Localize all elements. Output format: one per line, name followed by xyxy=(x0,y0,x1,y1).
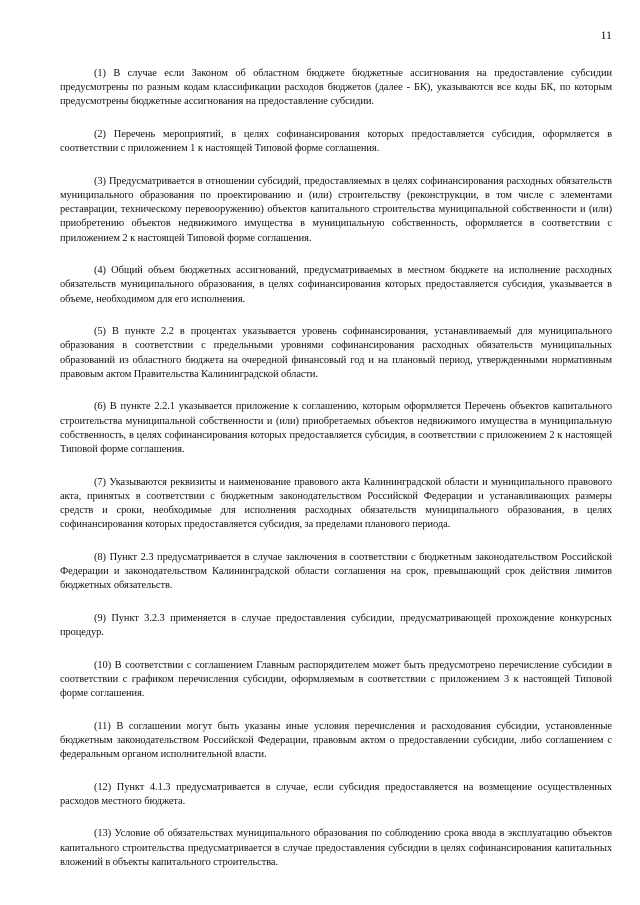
footnote-paragraph-2: (2) Перечень мероприятий, в целях софинансирования которых предоставляется субсидия, оформляется в соответствии с приложением 1 к настоящей Типовой форме соглашения. xyxy=(60,129,612,155)
footnote-paragraph-8: (8) Пункт 2.3 предусматривается в случае заключения в соответствии с бюджетным законодательством Российской Федерации и законодательством Калининградской области соглашения на срок, превышающий срок действия лимитов бюджетных обязательств. xyxy=(60,551,612,592)
footnote-paragraph-11: (11) В соглашении могут быть указаны иные условия перечисления и расходования субсидии, установленные бюджетным законодательством Российской Федерации, правовым актом о предоставлении субсидии, либо соглашением с федеральным органом исполнительной власти. xyxy=(60,720,612,761)
footnote-paragraph-6: (6) В пункте 2.2.1 указывается приложение к соглашению, которым оформляется Перечень объектов капитального строительства муниципальной собственности и (или) приобретаемых объектов недвижимого имущества в муниципальную собственность, в целях софинансирования которых предоставляется субсидия, в соответствии с приложением 2 к настоящей Типовой форме соглашения. xyxy=(60,401,612,456)
document-body xyxy=(60,67,612,888)
footnote-paragraph-10: (10) В соответствии с соглашением Главным распорядителем может быть предусмотрено перечисление субсидии в соответствии с графиком перечисления субсидии, оформляемым в соответствии с приложением 3 к настоящей Типовой форме соглашения. xyxy=(60,659,612,700)
footnote-paragraph-5: (5) В пункте 2.2 в процентах указывается уровень софинансирования, устанавливаемый для муниципального образования в соответствии с предельными уровнями софинансирования расходных обязательств муниципальных образований из областного бюджета на очередной финансовый год и на плановый период, утвержденными нормативным правовым актом Правительства Калининградской области. xyxy=(60,326,612,380)
footnote-paragraph-12: (12) Пункт 4.1.3 предусматривается в случае, если субсидия предоставляется на возмещение осуществленных расходов местного бюджета. xyxy=(60,781,612,807)
footnote-paragraph-9: (9) Пункт 3.2.3 применяется в случае предоставления субсидии, предусматривающей прохождение конкурсных процедур. xyxy=(60,612,612,639)
footnote-paragraph-3: (3) Предусматривается в отношении субсидий, предоставляемых в целях софинансирования расходных обязательств муниципального образования по проектированию и (или) строительству (реконструкции, в том числе с элементами реставрации, техническому перевооружению) объектов капитального строительства муниципальной собственности и (или) приобретению объектов недвижимого имущества в муниципальную собственность, оформляется в соответствии с приложением 2 к настоящей Типовой форме соглашения. xyxy=(60,175,612,244)
footnote-paragraph-4: (4) Общий объем бюджетных ассигнований, предусматриваемых в местном бюджете на исполнение расходных обязательств муниципального образования, в целях софинансирования которых предоставляется субсидия, указывается в объеме, необходимом для его исполнения. xyxy=(60,265,612,305)
footnote-paragraph-1: (1) В случае если Законом об областном бюджете бюджетные ассигнования на предоставление субсидии предусмотрены по разным кодам классификации расходов бюджетов (далее - БК), указываются все коды БК, по которым предусмотрены бюджетные ассигнования на предоставление субсидии. xyxy=(60,68,612,108)
footnote-paragraph-13: (13) Условие об обязательствах муниципального образования по соблюдению срока ввода в эксплуатацию объектов капитального строительства предусматривается в случае предоставления субсидии в целях софинансирования капитальных вложений в объекты капитального строительства. xyxy=(60,828,612,868)
page-number: 11 xyxy=(600,28,612,42)
footnote-paragraph-7: (7) Указываются реквизиты и наименование правового акта Калининградской области и муниципального правового акта, принятых в соответствии с бюджетным законодательством Российской Федерации и устанавливающих размеры средств и сроки, необходимые для исполнения расходных обязательств муниципального образования, в целях софинансирования которых предоставляется субсидия, за пределами планового периода. xyxy=(60,476,612,531)
